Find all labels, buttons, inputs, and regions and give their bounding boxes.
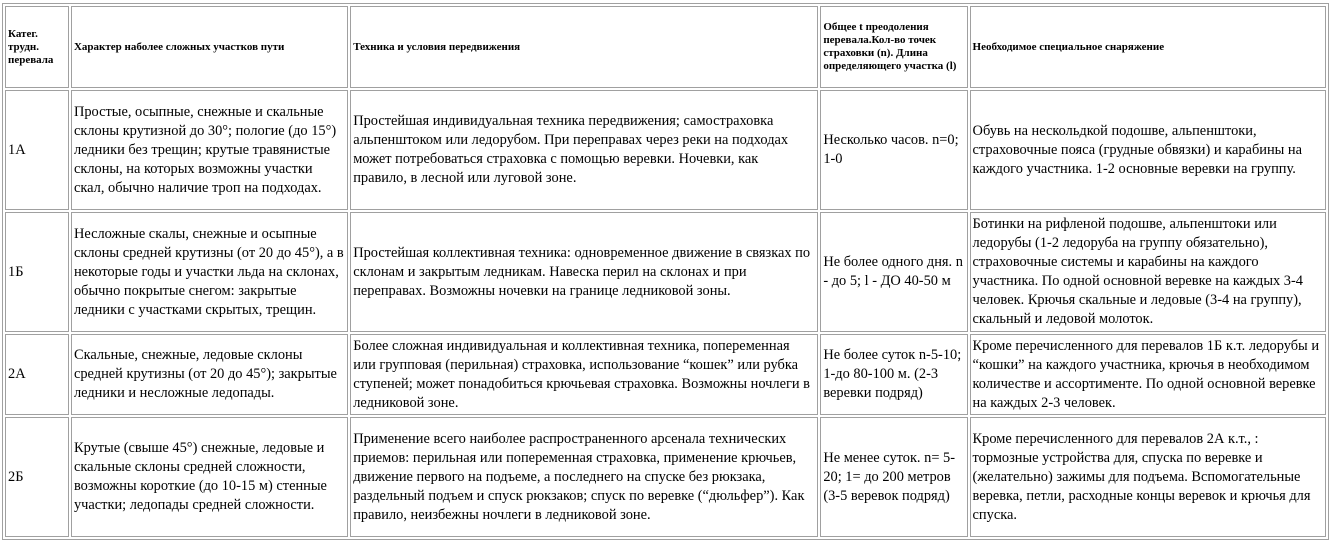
table-row (5, 417, 1326, 537)
cell-technique: Простейшая индивидуальная техника передвижения; самостраховка альпенштоком или ледорубом. При переправах через реки на подходах может потребоваться страховка с помощью веревки. Ночевки, как правило, в лесной или луговой зоне. (350, 90, 818, 210)
cell-category: 2Б (5, 417, 69, 537)
cell-equipment: Кроме перечисленного для перевалов 2А к.т., : тормозные устройства для, спуска по веревке и (желательно) зажимы для подъема. Вспомогательные веревка, петли, расходные концы веревок и крючья для спуска. (970, 417, 1326, 537)
header-time: Общее t преодоления перевала.Кол-во точек страховки (n). Длина определяющего участка (l) (820, 6, 967, 88)
cell-terrain: Несложные скалы, снежные и осыпные склоны средней крутизны (от 20 до 45°), а в некоторые годы и участки льда на склонах, обычно покрытые снегом: закрытые ледники с участками скрытых, трещин. (71, 212, 348, 332)
cell-equipment: Ботинки на рифленой подошве, альпенштоки или ледорубы (1-2 ледоруба на группу обязательно), страховочные системы и карабины на каждого участника. По одной основной веревке на каждых 3-4 человек. Крючья скальные и ледовые (3-4 на группу), скальный и ледовой молоток. (970, 212, 1326, 332)
header-category: Катег. трудн. перевала (5, 6, 69, 88)
cell-equipment: Кроме перечисленного для перевалов 1Б к.т. ледорубы и “кошки” на каждого участника, крючья в необходимом количестве и ассортименте. По одной основной веревке на каждых 2-3 человек. (970, 334, 1326, 415)
header-equipment: Необходимое специальное снаряжение (970, 6, 1326, 88)
cell-time: Не более суток n-5-10; 1-до 80-100 м. (2-3 веревки подряд) (820, 334, 967, 415)
table-row (5, 212, 1326, 332)
cell-time: Несколько часов. n=0; 1-0 (820, 90, 967, 210)
cell-technique: Применение всего наиболее распространенного арсенала технических приемов: перильная или попеременная страховка, применение крючьев, движение первого на подъеме, а последнего на спуске без рюкзака, раздельный подъем и спуск рюкзаков; спуск по веревке (“дюльфер”). Как правило, неизбежны ночлеги в ледниковой зоне. (350, 417, 818, 537)
cell-technique: Более сложная индивидуальная и коллективная техника, попеременная или групповая (перильная) страховка, использование “кошек” или рубка ступеней; может понадобиться крючьевая страховка. Возможны ночлеги в ледниковой зоне. (350, 334, 818, 415)
table-row (5, 334, 1326, 415)
header-technique: Техника и условия передвижения (350, 6, 818, 88)
header-row (5, 6, 1326, 88)
cell-category: 1Б (5, 212, 69, 332)
cell-category: 1А (5, 90, 69, 210)
pass-difficulty-table (2, 3, 1329, 540)
cell-equipment: Обувь на нескольдкой подошве, альпенштоки, страховочные пояса (грудные обвязки) и карабины на каждого участника. 1-2 основные веревки на группу. (970, 90, 1326, 210)
cell-terrain: Скальные, снежные, ледовые склоны средней крутизны (от 20 до 45°); закрытые ледники и несложные ледопады. (71, 334, 348, 415)
cell-time: Не более одного дня. n - до 5; l - ДО 40-50 м (820, 212, 967, 332)
cell-terrain: Крутые (свыше 45°) снежные, ледовые и скальные склоны средней сложности, возможны короткие (до 10-15 м) стенные участки; ледопады средней сложности. (71, 417, 348, 537)
header-terrain: Характер наболее сложных участков пути (71, 6, 348, 88)
cell-category: 2А (5, 334, 69, 415)
cell-time: Не менее суток. n= 5-20; 1= до 200 метров (3-5 веревок подряд) (820, 417, 967, 537)
table-row (5, 90, 1326, 210)
cell-terrain: Простые, осыпные, снежные и скальные склоны крутизной до 30°; пологие (до 15°) ледники без трещин; крутые травянистые склоны, на которых возможны участки скал, обычно наличие троп на подходах. (71, 90, 348, 210)
cell-technique: Простейшая коллективная техника: одновременное движение в связках по склонам и закрытым ледникам. Навеска перил на склонах и при переправах. Возможны ночевки на границе ледниковой зоны. (350, 212, 818, 332)
